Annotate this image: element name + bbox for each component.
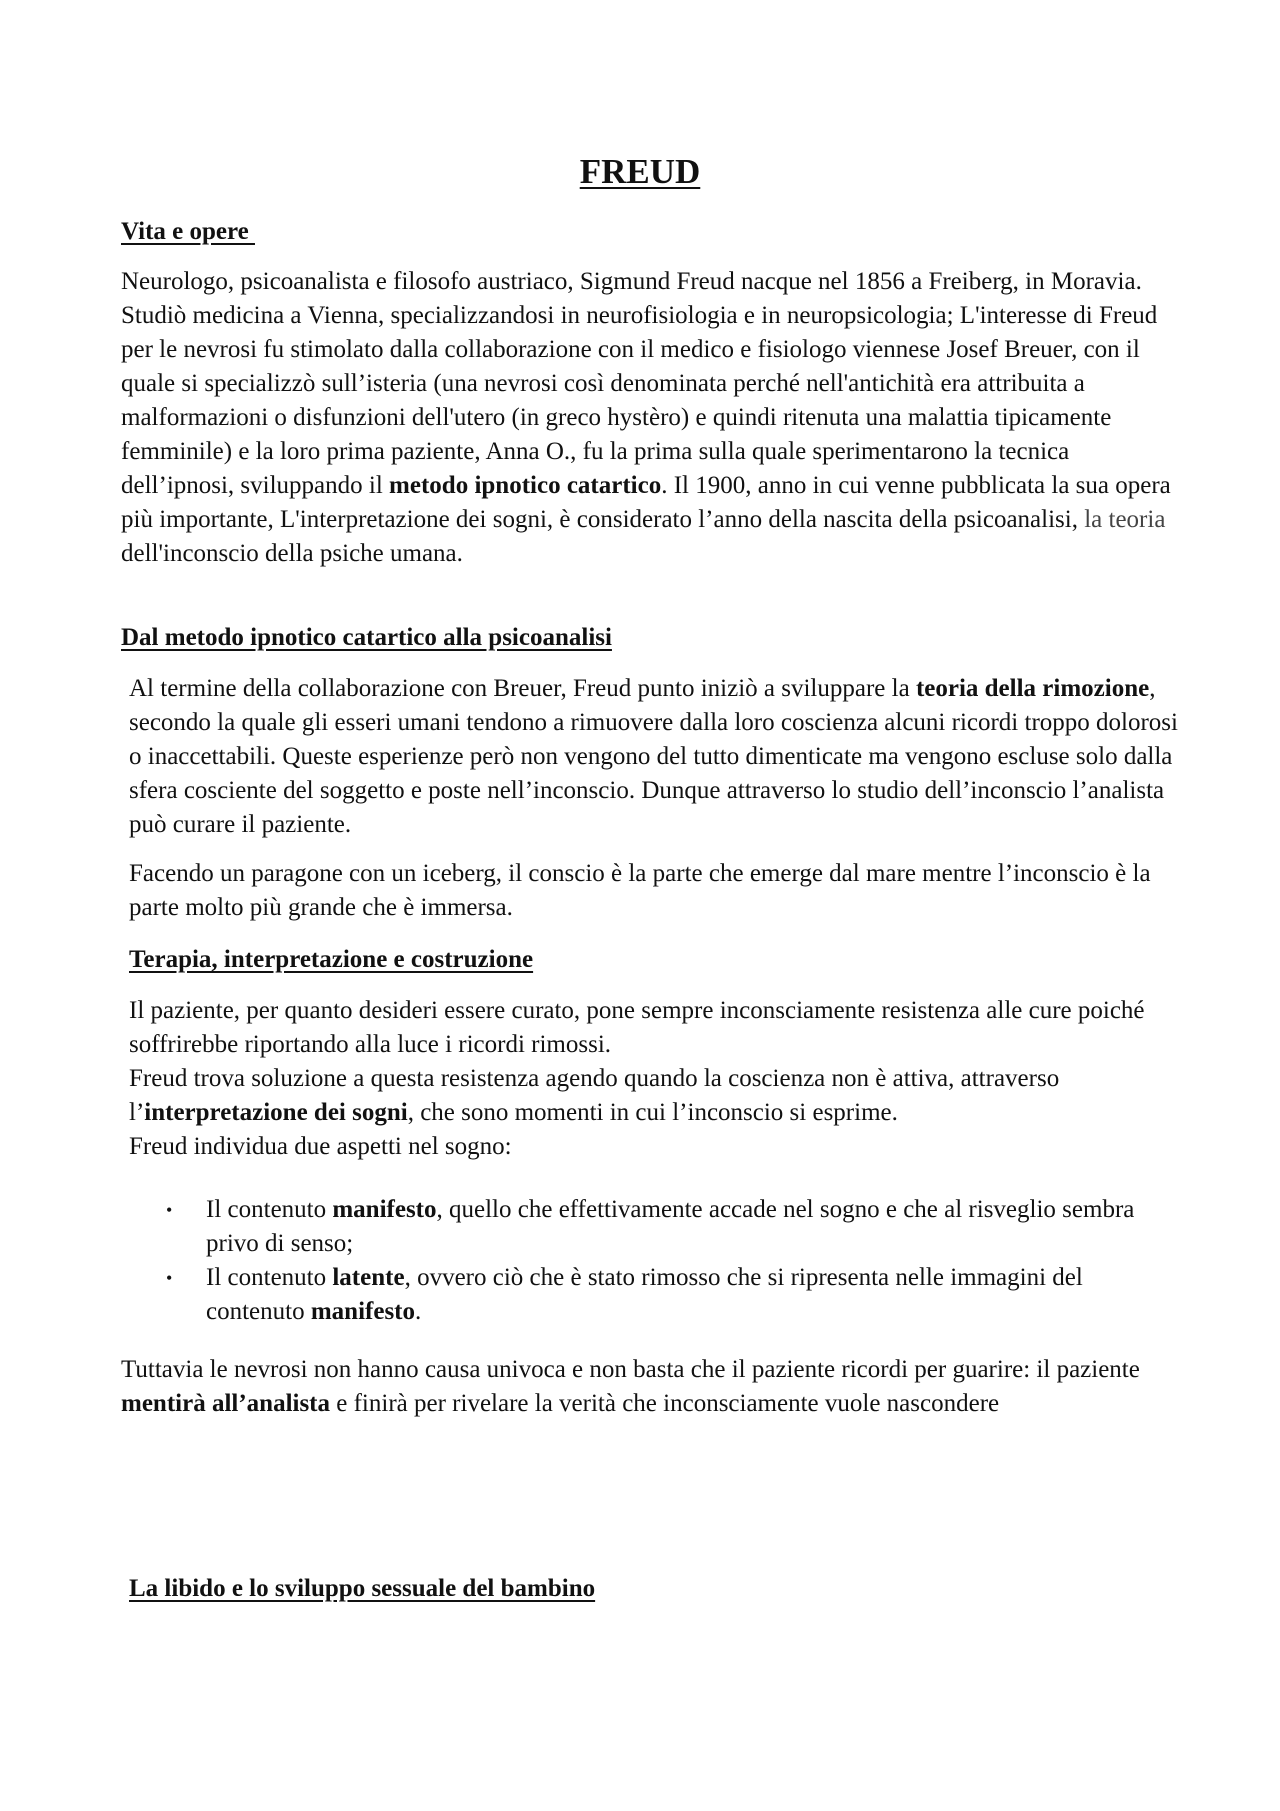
paragraph-terapia-2-text (129, 1062, 1184, 1130)
text-run: dell'inconscio della psiche umana. (121, 540, 463, 567)
section-heading-vita: Vita e opere (121, 218, 255, 245)
bold-text: teoria della rimozione (915, 675, 1150, 702)
bold-text: latente (332, 1264, 405, 1291)
text-run: Il contenuto (206, 1264, 333, 1291)
text-run: Neurologo, psicoanalista e filosofo austriaco, Sigmund Freud nacque nel 1856 a Freiberg, in Moravia. Studiò medicina a Vienna, specializzandosi in neurofisiologia e in neuropsicologia; L'interesse di Freud per le nevrosi fu stimolato dalla collaborazione con il medico e fisiologo viennese Josef Breuer, con il quale si specializzò sull’isteria (una nevrosi così denominata perché nell'antichità era attribuita a malformazioni o disfunzioni dell'utero (in greco hystèro) e quindi ritenuta una malattia tipicamente femminile) e la loro prima paziente, Anna O., fu la prima sulla quale sperimentarono la tecnica dell’ipnosi, sviluppando il (121, 268, 1158, 499)
paragraph-terapia-4 (121, 1353, 1181, 1421)
bold-text: manifesto (332, 1196, 437, 1223)
text-run: . (415, 1298, 422, 1325)
bullet-item-latente (160, 1261, 1170, 1329)
paragraph-terapia-4-text (121, 1353, 1181, 1421)
paragraph-metodo-2-text: Facendo un paragone con un iceberg, il conscio è la parte che emerge dal mare mentre l’inconscio è la parte molto più grande che è immersa. (129, 860, 1151, 921)
text-run: Tuttavia le nevrosi non hanno causa univoca e non basta che il paziente ricordi per guarire: il paziente (121, 1356, 1140, 1383)
text-run: Al termine della collaborazione con Breuer, Freud punto iniziò a sviluppare la (129, 675, 916, 702)
text-run: Il contenuto (206, 1196, 333, 1223)
paragraph-vita (121, 265, 1181, 571)
text-run: e finirà per rivelare la verità che inconsciamente vuole nascondere (330, 1390, 1000, 1417)
bullet-dot: • (166, 1200, 173, 1220)
paragraph-vita-text (121, 265, 1181, 571)
bold-text: metodo ipnotico catartico (389, 472, 662, 499)
section-heading-metodo: Dal metodo ipnotico catartico alla psicoanalisi (121, 624, 612, 651)
paragraph-metodo-2 (129, 857, 1184, 925)
text-run: , ovvero ciò che è stato rimosso che si ripresenta nelle immagini del contenuto (206, 1264, 1083, 1325)
text-run: , quello che effettivamente accade nel sogno e che al risveglio sembra privo di senso; (206, 1196, 1135, 1257)
gray-text: la teoria (1084, 506, 1166, 533)
bullet-item-manifesto (160, 1193, 1170, 1261)
paragraph-terapia-3-text: Freud individua due aspetti nel sogno: (129, 1133, 512, 1160)
paragraph-metodo-1 (129, 672, 1184, 842)
section-heading-libido: La libido e lo sviluppo sessuale del bambino (129, 1575, 596, 1602)
section-heading-terapia: Terapia, interpretazione e costruzione (129, 946, 534, 973)
paragraph-terapia-1-text: Il paziente, per quanto desideri essere curato, pone sempre inconsciamente resistenza alle cure poiché soffrirebbe riportando alla luce i ricordi rimossi. (129, 997, 1145, 1058)
bullet-dot: • (166, 1268, 173, 1288)
text-run: Freud trova soluzione a questa resistenza agendo quando la coscienza non è attiva, attraverso l’ (129, 1065, 1060, 1126)
paragraph-terapia-1 (129, 994, 1184, 1164)
bold-text: interpretazione dei sogni (144, 1099, 408, 1126)
paragraph-metodo-1-text (129, 672, 1184, 842)
document-title-text: FREUD (579, 152, 701, 191)
text-run: , secondo la quale gli esseri umani tendono a rimuovere dalla loro coscienza alcuni ricordi troppo dolorosi o inaccettabili. Queste esperienze però non vengono del tutto dimenticate ma vengono escluse solo dalla sfera cosciente del soggetto e poste nell’inconscio. Dunque attraverso lo studio dell’inconscio l’analista può curare il paziente. (129, 675, 1178, 838)
bullet-list (160, 1193, 1170, 1329)
text-run: . Il 1900, anno in cui venne pubblicata la sua opera più importante, L'interpretazione dei sogni, è considerato l’anno della nascita della psicoanalisi, (121, 472, 1171, 533)
bold-text: mentirà all’analista (121, 1390, 331, 1417)
document-title (0, 152, 1280, 192)
bold-text: manifesto (310, 1298, 415, 1325)
text-run: , che sono momenti in cui l’inconscio si esprime. (407, 1099, 898, 1126)
